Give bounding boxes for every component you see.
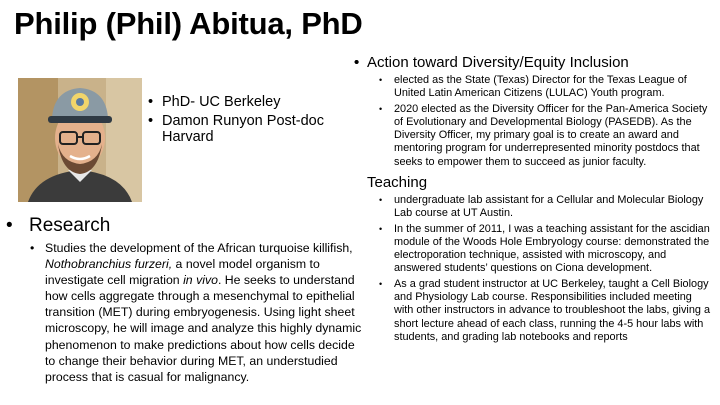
teaching-list [363, 194, 712, 344]
teaching-item: • As a grad student instructor at UC Berkeley, taught a Cell Biology and Physiology Lab course. Responsibilities included meeting with other instructors in advance to troubleshoot the labs, giving a short lecture ahead of each class, running the 4-5 hour labs with students, and grading lab notebooks and reports [363, 278, 712, 343]
teaching-item: • In the summer of 2011, I was a teaching assistant for the ascidian module of the Woods Hole Embryology course: demonstrated the electroporation technique, assisted with microscopy, and answered students’ questions on Ciona development. [363, 223, 712, 275]
diversity-list [363, 74, 712, 169]
teaching-heading: • Teaching [352, 174, 712, 191]
diversity-item: • elected as the State (Texas) Director for the Texas League of United Latin American Citizens (LULAC) Youth program. [363, 74, 712, 100]
credential-item: • PhD- UC Berkeley [148, 94, 358, 110]
research-description: • Studies the development of the African turquoise killifish, Nothobranchius furzeri, a novel model organism to investigate cell migration in vivo. He seeks to understand how cells aggregate through a mesenchymal to epithelial transition (MET) during embryogenesis. Using light sheet microscopy, he will image and analyze this highly dynamic phenomenon to make predictions about how cells decide to change their behavior during MET, an understudied process that is casual for malignancy. [24, 240, 364, 385]
right-column [352, 54, 712, 347]
portrait-photo [18, 78, 142, 202]
credentials-list [148, 94, 358, 148]
diversity-heading: • Action toward Diversity/Equity Inclusion [352, 54, 712, 71]
page-title: Philip (Phil) Abitua, PhD [14, 6, 363, 41]
species-name: Nothobranchius furzeri, [45, 257, 173, 272]
credential-item: • Damon Runyon Post-doc Harvard [148, 113, 358, 145]
research-section [4, 215, 364, 385]
in-vivo-term: in vivo [183, 273, 218, 288]
research-heading: • Research [4, 215, 364, 237]
diversity-item: • 2020 elected as the Diversity Officer for the Pan-America Society of Evolutionary and Developmental Biology (PASEDB). As the Diversity Officer, my primary goal is to create an award and mentoring program for underrepresented minority postdocs that seeks to empower them to succeed as junior faculty. [363, 103, 712, 168]
teaching-item: • undergraduate lab assistant for a Cellular and Molecular Biology Lab course at UT Austin. [363, 194, 712, 220]
